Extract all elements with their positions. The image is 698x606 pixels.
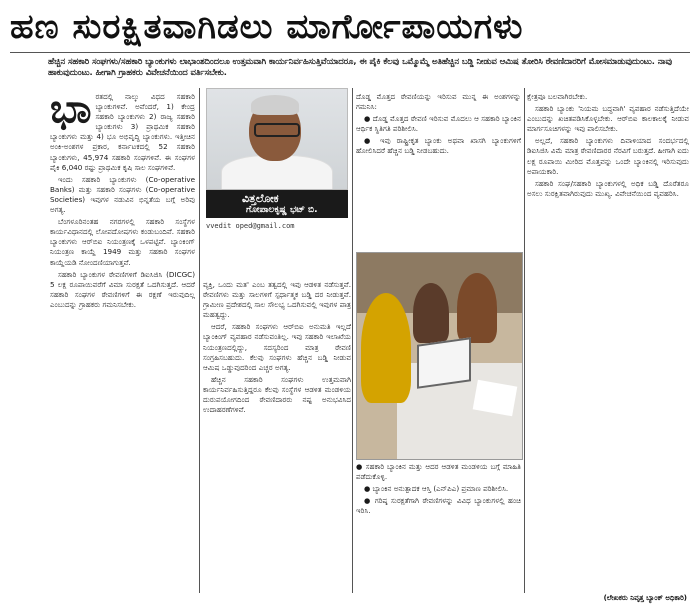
bullet: ● ಸಹಕಾರಿ ಬ್ಯಾಂಕಿನ ಮತ್ತು ಆದರ ಆಡಳಿತ ಮಂಡಳಿಯ ಬಗ್ಗೆ ಮಾಹಿತಿ ಪಡೆದುಕೊಳ್ಳಿ. [356,462,521,482]
paragraph: ಇಂದು ಸಹಕಾರಿ ಬ್ಯಾಂಕುಗಳು (Co-operative Banks) ಮತ್ತು ಸಹಕಾರಿ ಸಂಘಗಳು (Co-operative Societies) ಇವುಗಳ ನಡುವಿನ ಭಿನ್ನತೆಯ ಬಗ್ಗೆ ಅರಿವು ಅಗತ್ಯ. [50,174,195,215]
deck: ಹೆಚ್ಚಿನ ಸಹಕಾರಿ ಸಂಘಗಳು/ಸಹಕಾರಿ ಬ್ಯಾಂಕುಗಳು ಲಾಭಾಂಶದಿಂದಲೂ ಉತ್ತಮವಾಗಿ ಕಾರ್ಯನಿರ್ವಹಿಸುತ್ತಿವೆಯಾದರೂ, ಈ ಪೈಕಿ ಕೆಲವು ಒಮ್ಮೊಮ್ಮೆ ಅತಿಹೆಚ್ಚಿನ ಬಡ್ಡಿ ನೀಡುವ ಆಮಿಷ ತೋರಿಸಿ ಠೇವಣಿದಾರರಿಗೆ ಮೋಸಮಾಡುವುದುಂಟು. ನಾವು ಹಾಕುವುದುಂಟು. ಹೀಗಾಗಿ ಗ್ರಾಹಕರು ವಿವೇಚನೆಯಿಂದ ವರ್ತಿಸಬೇಕು. [48,56,673,77]
column-divider [199,88,200,593]
bank-counter-photo [356,252,523,460]
paragraph: ರತದಲ್ಲಿ ನಾಲ್ಕು ವಿಧದ ಸಹಕಾರಿ ಬ್ಯಾಂಕುಗಳಿವೆ. ಅವೆಂದರೆ, 1) ಕೇಂದ್ರ ಸಹಕಾರಿ ಬ್ಯಾಂಕುಗಳು 2) ರಾಜ್ಯ ಸಹಕಾರಿ ಬ್ಯಾಂಕುಗಳು 3) ಪ್ರಾಥಮಿಕ ಸಹಕಾರಿ ಬ್ಯಾಂಕುಗಳು ಮತ್ತು 4) ಭೂ ಅಭಿವೃದ್ಧಿ ಬ್ಯಾಂಕುಗಳು. ಇತ್ತೀಚಿನ ಅಂಕಿ-ಅಂಶಗಳ ಪ್ರಕಾರ, ಕರ್ನಾಟಕದಲ್ಲಿ 52 ಸಹಕಾರಿ ಬ್ಯಾಂಕುಗಳು, 45,974 ಸಹಕಾರಿ ಸಂಘಗಳಿವೆ. ಈ ಸಂಘಗಳ ಪೈಕಿ 6,040 ರಷ್ಟು ಪ್ರಾಥಮಿಕ ಕೃಷಿ ಸಾಲ ಸಂಘಗಳಿವೆ. [50,92,195,172]
headline-rule [10,52,690,53]
column-2 [203,280,351,592]
paragraph: ಕ್ಷೇತ್ರವೂ ಬಲವಾಗಿರಬೇಕು. [527,92,588,101]
bullet: ● ದೊಡ್ಡ ಮೊತ್ತದ ಠೇವಣಿ ಇರಿಸುವ ಮೊದಲು ಆ ಸಹಕಾರಿ ಬ್ಯಾಂಕಿನ ಆರ್ಥಿಕ ಸ್ಥಿತಿಗತಿ ಪರಿಶೀಲಿಸಿ. [356,114,521,134]
column-title: ವಿತ್ತಲೋಕ [242,192,279,205]
column-divider [524,88,525,593]
dropcap: ಭಾ [50,92,92,132]
author-email[interactable]: vvedit oped@gmail.com [206,222,295,230]
paragraph: ಸಹಕಾರಿ ಸಂಘ/ಸಹಕಾರಿ ಬ್ಯಾಂಕುಗಳಲ್ಲಿ ಅಧಿಕ ಬಡ್ಡಿ ದೊರೆತರೂ ಅಸಲು ಸುರಕ್ಷಿತವಾಗಿರುವುದು ಮುಖ್ಯ. ವಿವೇಚನೆಯಿಂದ ವ್ಯವಹರಿಸಿ. [527,178,689,198]
bullet: ● ಗರಿಷ್ಠ ಸುರಕ್ಷತೆಗಾಗಿ ಠೇವಣಿಗಳನ್ನು ವಿವಿಧ ಬ್ಯಾಂಕುಗಳಲ್ಲಿ ಹಂಚಿ ಇರಿಸಿ. [356,496,521,516]
headline: ಹಣ ಸುರಕ್ಷಿತವಾಗಿಡಲು ಮಾರ್ಗೋಪಾಯಗಳು [10,7,524,47]
column-author: ಗೋಪಾಲಕೃಷ್ಣ ಭಟ್ ಬಿ. [246,205,318,215]
column-3-lower [356,462,521,592]
column-4 [527,92,689,592]
column-divider [352,88,353,593]
paragraph: ಆದರೆ, ಸಹಕಾರಿ ಸಂಘಗಳು ಆರ್‌ಬಿಐ ಅನುಮತಿ ಇಲ್ಲದೆ ಬ್ಯಾಂಕಿಂಗ್ ವ್ಯವಹಾರ ನಡೆಸುವಂತಿಲ್ಲ. ಇವು ಸಹಕಾರಿ ಇಲಾಖೆಯ ನಿಯಂತ್ರಣದಲ್ಲಿದ್ದು, ಸದಸ್ಯರಿಂದ ಮಾತ್ರ ಠೇವಣಿ ಸಂಗ್ರಹಿಸಬಹುದು. ಕೆಲವು ಸಂಘಗಳು ಹೆಚ್ಚಿನ ಬಡ್ಡಿ ನೀಡುವ ಆಮಿಷ ಒಡ್ಡುವುದರಿಂದ ಎಚ್ಚರ ಅಗತ್ಯ. [203,322,351,372]
paragraph: ದೊಡ್ಡ ಮೊತ್ತದ ಠೇವಣಿಯನ್ನು ಇರಿಸುವ ಮುನ್ನ ಈ ಅಂಶಗಳನ್ನು ಗಮನಿಸಿ: [356,92,521,112]
paragraph: ಸಹಕಾರಿ ಬ್ಯಾಂಕು 'ನಿಯಮ ಬದ್ಧವಾಗಿ' ವ್ಯವಹಾರ ನಡೆಸುತ್ತಿದೆಯೇ ಎಂಬುದನ್ನು ಖಚಿತಪಡಿಸಿಕೊಳ್ಳಬೇಕು. ಆರ್‌ಬಿಐ ಕಾಲಕಾಲಕ್ಕೆ ನೀಡುವ ಮಾರ್ಗಸೂಚಿಗಳನ್ನು ಇವು ಪಾಲಿಸಬೇಕು. [527,104,689,134]
paragraph: ವ್ಯಕ್ತಿ, ಒಂದು ಮತ' ಎಂಬ ತತ್ವದಲ್ಲಿ ಇವು ಆಡಳಿತ ನಡೆಸುತ್ತವೆ. ಠೇವಣಿಗಳು ಮತ್ತು ಸಾಲಗಳಿಗೆ ಸ್ಪರ್ಧಾತ್ಮಕ ಬಡ್ಡಿ ದರ ನೀಡುತ್ತವೆ. ಗ್ರಾಮೀಣ ಪ್ರದೇಶದಲ್ಲಿ ಸಾಲ ಸೌಲಭ್ಯ ಒದಗಿಸುವಲ್ಲಿ ಇವುಗಳ ಪಾತ್ರ ಮಹತ್ವದ್ದು. [203,280,351,320]
paragraph: ಸಹಕಾರಿ ಬ್ಯಾಂಕುಗಳ ಠೇವಣಿಗಳಿಗೆ ಡಿಐಸಿಜಿಸಿ (DICGC) 5 ಲಕ್ಷ ರೂಪಾಯಿವರೆಗೆ ವಿಮಾ ಸುರಕ್ಷತೆ ಒದಗಿಸುತ್ತದೆ. ಆದರೆ ಸಹಕಾರಿ ಸಂಘಗಳ ಠೇವಣಿಗಳಿಗೆ ಈ ರಕ್ಷಣೆ ಇರುವುದಿಲ್ಲ ಎಂಬುದನ್ನು ಗ್ರಾಹಕರು ಗಮನಿಸಬೇಕು. [50,269,195,309]
author-credit: (ಲೇಖಕರು ನಿವೃತ್ತ ಬ್ಯಾಂಕ್ ಅಧಿಕಾರಿ) [603,594,687,602]
author-photo [206,88,348,190]
column-3 [356,92,521,247]
bullet: ● ಇವು ರಾಷ್ಟ್ರೀಕೃತ ಬ್ಯಾಂಕು ಅಥವಾ ಖಾಸಗಿ ಬ್ಯಾಂಕುಗಳಿಗೆ ಹೋಲಿಸಿದರೆ ಹೆಚ್ಚಿನ ಬಡ್ಡಿ ನೀಡಬಹುದು. [356,136,521,156]
column-header [206,190,348,218]
column-1 [50,92,195,592]
paragraph: ಅಲ್ಲದೆ, ಸಹಕಾರಿ ಬ್ಯಾಂಕುಗಳು ದಿವಾಳಿಯಾದ ಸಂದರ್ಭದಲ್ಲಿ ಡಿಐಸಿಜಿಸಿ ವಿಮೆ ಮಾತ್ರ ಠೇವಣಿದಾರರ ನೆರವಿಗೆ ಬರುತ್ತದೆ. ಹೀಗಾಗಿ ಐದು ಲಕ್ಷ ರೂಪಾಯಿ ಮೀರಿದ ಮೊತ್ತವನ್ನು ಒಂದೇ ಬ್ಯಾಂಕಿನಲ್ಲಿ ಇರಿಸುವುದು ಅಪಾಯಕಾರಿ. [527,136,689,176]
bullet: ● ಬ್ಯಾಂಕಿನ ಅನುತ್ಪಾದಕ ಆಸ್ತಿ (ಎನ್‌ಪಿಎ) ಪ್ರಮಾಣ ಪರಿಶೀಲಿಸಿ. [364,484,509,494]
paragraph: ಹೆಚ್ಚಿನ ಸಹಕಾರಿ ಸಂಘಗಳು ಉತ್ತಮವಾಗಿ ಕಾರ್ಯನಿರ್ವಹಿಸುತ್ತಿದ್ದರೂ ಕೆಲವು ಸಂಸ್ಥೆಗಳ ಆಡಳಿತ ಮಂಡಳಿಯ ದುರುಪಯೋಗದಿಂದ ಠೇವಣಿದಾರರು ನಷ್ಟ ಅನುಭವಿಸಿದ ಉದಾಹರಣೆಗಳಿವೆ. [203,374,351,415]
paragraph: ಬೆಂಗಳೂರಿನಂತಹ ನಗರಗಳಲ್ಲಿ ಸಹಕಾರಿ ಸಂಸ್ಥೆಗಳ ಕಾರ್ಯವಿಧಾನದಲ್ಲಿ ಲೋಪದೋಷಗಳು ಕಂಡುಬಂದಿವೆ. ಸಹಕಾರಿ ಬ್ಯಾಂಕುಗಳು ಆರ್‌ಬಿಐ ನಿಯಂತ್ರಣಕ್ಕೆ ಒಳಪಟ್ಟಿವೆ. ಬ್ಯಾಂಕಿಂಗ್ ನಿಯಂತ್ರಣ ಕಾಯ್ದೆ 1949 ಮತ್ತು ಸಹಕಾರಿ ಸಂಘಗಳ ಕಾಯ್ದೆಯಡಿ ನೋಂದಣಿಯಾಗುತ್ತವೆ. [50,217,195,267]
